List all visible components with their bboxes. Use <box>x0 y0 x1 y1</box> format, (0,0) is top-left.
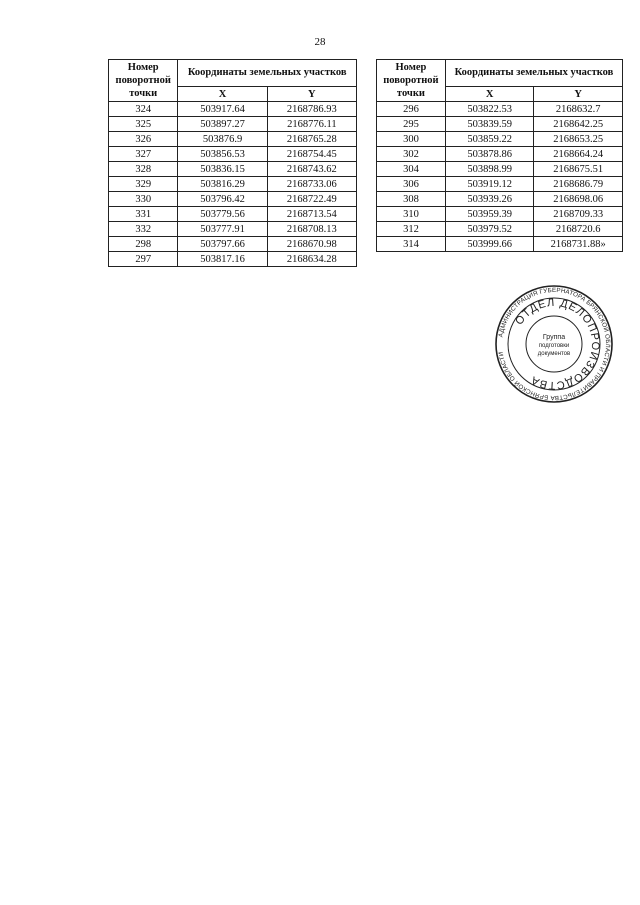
y-coordinate-cell: 2168709.33 <box>534 207 623 222</box>
y-coordinate-cell: 2168642.25 <box>534 117 623 132</box>
y-coordinate-cell: 2168670.98 <box>267 237 356 252</box>
stamp-middle-text: ОТДЕЛ ДЕЛОПРОИЗВОДСТВА <box>513 296 602 392</box>
table-row <box>377 237 623 252</box>
y-coordinate-cell: 2168765.28 <box>267 132 356 147</box>
table-row <box>109 102 357 117</box>
stamp-center-line2: подготовки <box>538 343 570 349</box>
table-body <box>377 102 623 252</box>
y-coordinate-cell: 2168653.25 <box>534 132 623 147</box>
y-coordinate-cell: 2168698.06 <box>534 192 623 207</box>
table-row <box>109 147 357 162</box>
point-number-cell: 295 <box>377 117 446 132</box>
point-number-cell: 296 <box>377 102 446 117</box>
y-coordinate-cell: 2168632.7 <box>534 102 623 117</box>
header-point-number: Номер поворотной точки <box>109 60 178 102</box>
table-row <box>377 192 623 207</box>
y-coordinate-cell: 2168634.28 <box>267 252 356 267</box>
point-number-cell: 330 <box>109 192 178 207</box>
point-number-cell: 308 <box>377 192 446 207</box>
table-row <box>109 192 357 207</box>
point-number-cell: 327 <box>109 147 178 162</box>
x-coordinate-cell: 503999.66 <box>445 237 534 252</box>
x-coordinate-cell: 503817.16 <box>178 252 267 267</box>
y-coordinate-cell: 2168786.93 <box>267 102 356 117</box>
x-coordinate-cell: 503878.86 <box>445 147 534 162</box>
point-number-cell: 300 <box>377 132 446 147</box>
point-number-cell: 314 <box>377 237 446 252</box>
x-coordinate-cell: 503796.42 <box>178 192 267 207</box>
header-coords: Координаты земельных участков <box>445 60 622 87</box>
table-row <box>377 102 623 117</box>
point-number-cell: 306 <box>377 177 446 192</box>
point-number-cell: 325 <box>109 117 178 132</box>
y-coordinate-cell: 2168754.45 <box>267 147 356 162</box>
x-coordinate-cell: 503897.27 <box>178 117 267 132</box>
x-coordinate-cell: 503917.64 <box>178 102 267 117</box>
coordinates-table-right <box>376 59 623 252</box>
header-x: X <box>445 87 534 102</box>
table-row <box>377 117 623 132</box>
table-row <box>109 207 357 222</box>
point-number-cell: 312 <box>377 222 446 237</box>
point-number-cell: 310 <box>377 207 446 222</box>
x-coordinate-cell: 503959.39 <box>445 207 534 222</box>
x-coordinate-cell: 503839.59 <box>445 117 534 132</box>
table-body <box>109 102 357 267</box>
stamp-outer-text: АДМИНИСТРАЦИЯ ГУБЕРНАТОРА БРЯНСКОЙ ОБЛАСТИ И ПРАВИТЕЛЬСТВА БРЯНСКОЙ ОБЛАСТИ <box>497 286 612 402</box>
point-number-cell: 302 <box>377 147 446 162</box>
table-row <box>377 132 623 147</box>
table-row <box>377 177 623 192</box>
x-coordinate-cell: 503939.26 <box>445 192 534 207</box>
y-coordinate-cell: 2168686.79 <box>534 177 623 192</box>
table-row <box>109 222 357 237</box>
table-row <box>109 237 357 252</box>
y-coordinate-cell: 2168675.51 <box>534 162 623 177</box>
header-coords: Координаты земельных участков <box>178 60 357 87</box>
table-row <box>109 117 357 132</box>
stamp-seal-icon <box>494 284 614 404</box>
point-number-cell: 328 <box>109 162 178 177</box>
table-row <box>109 162 357 177</box>
x-coordinate-cell: 503856.53 <box>178 147 267 162</box>
header-y: Y <box>267 87 356 102</box>
coordinates-table-left <box>108 59 357 267</box>
y-coordinate-cell: 2168664.24 <box>534 147 623 162</box>
point-number-cell: 332 <box>109 222 178 237</box>
table-row <box>377 147 623 162</box>
x-coordinate-cell: 503876.9 <box>178 132 267 147</box>
y-coordinate-cell: 2168733.06 <box>267 177 356 192</box>
point-number-cell: 329 <box>109 177 178 192</box>
x-coordinate-cell: 503836.15 <box>178 162 267 177</box>
x-coordinate-cell: 503777.91 <box>178 222 267 237</box>
stamp-center-line3: документов <box>537 351 571 357</box>
stamp-center-line1: Группа <box>542 334 566 341</box>
header-y: Y <box>534 87 623 102</box>
office-stamp <box>494 284 614 404</box>
header-point-number: Номер поворотной точки <box>377 60 446 102</box>
table-row <box>377 162 623 177</box>
x-coordinate-cell: 503822.53 <box>445 102 534 117</box>
table-row <box>109 177 357 192</box>
table-row <box>109 132 357 147</box>
table-row <box>109 252 357 267</box>
y-coordinate-cell: 2168713.54 <box>267 207 356 222</box>
x-coordinate-cell: 503816.29 <box>178 177 267 192</box>
x-coordinate-cell: 503979.52 <box>445 222 534 237</box>
point-number-cell: 304 <box>377 162 446 177</box>
x-coordinate-cell: 503797.66 <box>178 237 267 252</box>
x-coordinate-cell: 503779.56 <box>178 207 267 222</box>
y-coordinate-cell: 2168776.11 <box>267 117 356 132</box>
point-number-cell: 298 <box>109 237 178 252</box>
x-coordinate-cell: 503919.12 <box>445 177 534 192</box>
point-number-cell: 297 <box>109 252 178 267</box>
y-coordinate-cell: 2168722.49 <box>267 192 356 207</box>
y-coordinate-cell: 2168731.88» <box>534 237 623 252</box>
point-number-cell: 326 <box>109 132 178 147</box>
y-coordinate-cell: 2168708.13 <box>267 222 356 237</box>
header-x: X <box>178 87 267 102</box>
table-row <box>377 207 623 222</box>
page-number: 28 <box>314 36 326 48</box>
y-coordinate-cell: 2168720.6 <box>534 222 623 237</box>
y-coordinate-cell: 2168743.62 <box>267 162 356 177</box>
x-coordinate-cell: 503898.99 <box>445 162 534 177</box>
x-coordinate-cell: 503859.22 <box>445 132 534 147</box>
point-number-cell: 324 <box>109 102 178 117</box>
point-number-cell: 331 <box>109 207 178 222</box>
table-row <box>377 222 623 237</box>
